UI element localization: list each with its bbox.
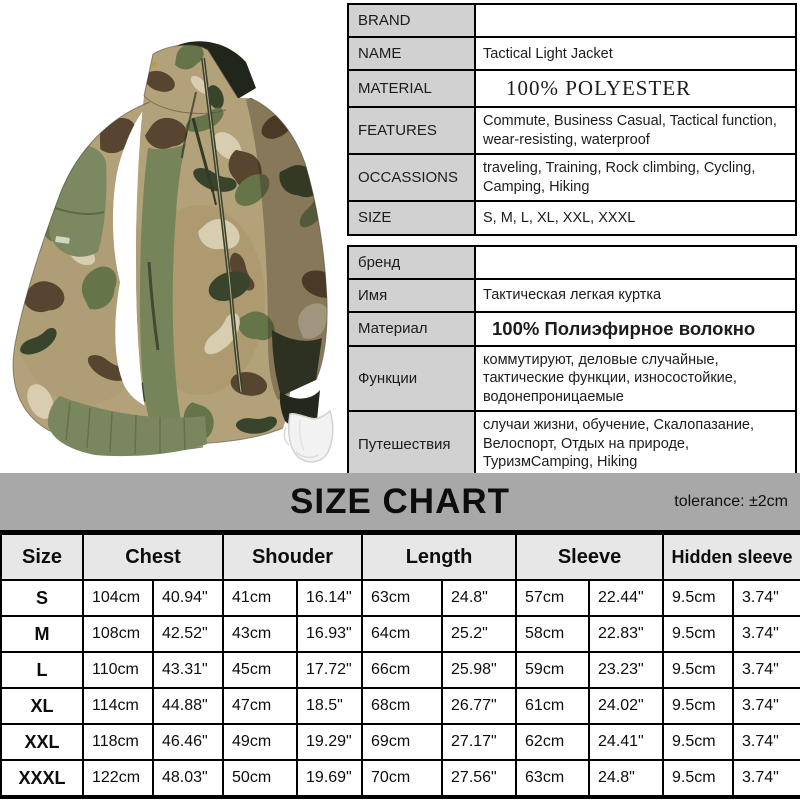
spec-table-russian bbox=[347, 245, 797, 473]
measure-cell: 25.2" bbox=[442, 616, 516, 652]
spec-row bbox=[348, 70, 796, 107]
size-chart-row bbox=[1, 688, 800, 724]
mannequin-hand bbox=[284, 411, 332, 462]
measure-cell: 118cm bbox=[83, 724, 153, 760]
measure-cell: 17.72" bbox=[297, 652, 362, 688]
measure-cell: 63cm bbox=[362, 580, 442, 616]
size-chart-header-row bbox=[1, 534, 800, 580]
size-cell: XXL bbox=[1, 724, 83, 760]
measure-cell: 63cm bbox=[516, 760, 589, 797]
spec-value: 100% Полиэфирное волокно bbox=[475, 312, 796, 346]
spec-value: случаи жизни, обучение, Скалопазание, Велоспорт, Отдых на природе, ТуризмCamping, Hiking bbox=[475, 411, 796, 473]
measure-cell: 23.23" bbox=[589, 652, 663, 688]
spec-row bbox=[348, 346, 796, 412]
measure-cell: 27.17" bbox=[442, 724, 516, 760]
spec-label: бренд bbox=[348, 246, 475, 279]
column-header: Hidden sleeve bbox=[663, 534, 800, 580]
measure-cell: 48.03" bbox=[153, 760, 223, 797]
measure-cell: 47cm bbox=[223, 688, 297, 724]
size-chart-row bbox=[1, 760, 800, 797]
spec-value: S, M, L, XL, XXL, XXXL bbox=[475, 201, 796, 234]
spec-value: traveling, Training, Rock climbing, Cycling, Camping, Hiking bbox=[475, 154, 796, 201]
spec-row bbox=[348, 411, 796, 473]
size-cell: S bbox=[1, 580, 83, 616]
measure-cell: 114cm bbox=[83, 688, 153, 724]
column-header: Chest bbox=[83, 534, 223, 580]
measure-cell: 24.02" bbox=[589, 688, 663, 724]
measure-cell: 19.29" bbox=[297, 724, 362, 760]
spec-value: 100% POLYESTER bbox=[475, 70, 796, 107]
measure-cell: 41cm bbox=[223, 580, 297, 616]
measure-cell: 110cm bbox=[83, 652, 153, 688]
column-header: Length bbox=[362, 534, 516, 580]
measure-cell: 3.74" bbox=[733, 724, 800, 760]
product-photo bbox=[0, 0, 345, 473]
size-cell: XL bbox=[1, 688, 83, 724]
measure-cell: 46.46" bbox=[153, 724, 223, 760]
spec-label: NAME bbox=[348, 37, 475, 70]
measure-cell: 3.74" bbox=[733, 688, 800, 724]
spec-value: Commute, Business Casual, Tactical function, wear-resisting, waterproof bbox=[475, 107, 796, 154]
spec-label: SIZE bbox=[348, 201, 475, 234]
column-header: Size bbox=[1, 534, 83, 580]
spec-value: коммутируют, деловые случайные, тактические функции, износостойкие, водонепроницаемые bbox=[475, 346, 796, 412]
measure-cell: 58cm bbox=[516, 616, 589, 652]
spec-row bbox=[348, 246, 796, 279]
measure-cell: 70cm bbox=[362, 760, 442, 797]
spec-value bbox=[475, 4, 796, 37]
spec-label: FEATURES bbox=[348, 107, 475, 154]
spec-row bbox=[348, 279, 796, 312]
spec-label: Имя bbox=[348, 279, 475, 312]
measure-cell: 61cm bbox=[516, 688, 589, 724]
measure-cell: 16.14" bbox=[297, 580, 362, 616]
spec-label: Путешествия bbox=[348, 411, 475, 473]
measure-cell: 3.74" bbox=[733, 652, 800, 688]
measure-cell: 16.93" bbox=[297, 616, 362, 652]
spec-value: Тактическая легкая куртка bbox=[475, 279, 796, 312]
spec-value bbox=[475, 246, 796, 279]
measure-cell: 9.5cm bbox=[663, 616, 733, 652]
measure-cell: 27.56" bbox=[442, 760, 516, 797]
measure-cell: 24.41" bbox=[589, 724, 663, 760]
measure-cell: 22.83" bbox=[589, 616, 663, 652]
spec-label: Материал bbox=[348, 312, 475, 346]
measure-cell: 9.5cm bbox=[663, 724, 733, 760]
measure-cell: 24.8" bbox=[589, 760, 663, 797]
size-chart-row bbox=[1, 652, 800, 688]
measure-cell: 108cm bbox=[83, 616, 153, 652]
collar-button bbox=[151, 61, 157, 67]
spec-row bbox=[348, 312, 796, 346]
spec-label: BRAND bbox=[348, 4, 475, 37]
spec-row bbox=[348, 154, 796, 201]
measure-cell: 18.5" bbox=[297, 688, 362, 724]
spec-label: MATERIAL bbox=[348, 70, 475, 107]
tolerance-note: tolerance: ±2cm bbox=[674, 493, 788, 510]
measure-cell: 64cm bbox=[362, 616, 442, 652]
size-chart-row bbox=[1, 724, 800, 760]
size-cell: M bbox=[1, 616, 83, 652]
measure-cell: 69cm bbox=[362, 724, 442, 760]
size-chart-row bbox=[1, 616, 800, 652]
spec-tables bbox=[345, 0, 800, 473]
spec-row bbox=[348, 4, 796, 37]
size-chart-title: SIZE CHART bbox=[290, 482, 510, 521]
jacket-illustration bbox=[0, 0, 345, 473]
size-chart-banner bbox=[0, 473, 800, 533]
measure-cell: 43.31" bbox=[153, 652, 223, 688]
measure-cell: 3.74" bbox=[733, 580, 800, 616]
measure-cell: 9.5cm bbox=[663, 760, 733, 797]
measure-cell: 104cm bbox=[83, 580, 153, 616]
measure-cell: 3.74" bbox=[733, 616, 800, 652]
measure-cell: 42.52" bbox=[153, 616, 223, 652]
spec-value: Tactical Light Jacket bbox=[475, 37, 796, 70]
spec-row bbox=[348, 107, 796, 154]
measure-cell: 44.88" bbox=[153, 688, 223, 724]
spec-label: Функции bbox=[348, 346, 475, 412]
size-cell: L bbox=[1, 652, 83, 688]
measure-cell: 3.74" bbox=[733, 760, 800, 797]
measure-cell: 26.77" bbox=[442, 688, 516, 724]
spec-row bbox=[348, 37, 796, 70]
measure-cell: 66cm bbox=[362, 652, 442, 688]
measure-cell: 19.69" bbox=[297, 760, 362, 797]
size-chart-row bbox=[1, 580, 800, 616]
measure-cell: 59cm bbox=[516, 652, 589, 688]
spec-table-english bbox=[347, 3, 797, 236]
measure-cell: 40.94" bbox=[153, 580, 223, 616]
spec-row bbox=[348, 201, 796, 234]
size-cell: XXXL bbox=[1, 760, 83, 797]
measure-cell: 68cm bbox=[362, 688, 442, 724]
measure-cell: 9.5cm bbox=[663, 688, 733, 724]
measure-cell: 50cm bbox=[223, 760, 297, 797]
measure-cell: 49cm bbox=[223, 724, 297, 760]
measure-cell: 24.8" bbox=[442, 580, 516, 616]
column-header: Shouder bbox=[223, 534, 362, 580]
spec-label: OCCASSIONS bbox=[348, 154, 475, 201]
measure-cell: 62cm bbox=[516, 724, 589, 760]
measure-cell: 122cm bbox=[83, 760, 153, 797]
measure-cell: 57cm bbox=[516, 580, 589, 616]
size-chart-table bbox=[0, 533, 800, 799]
column-header: Sleeve bbox=[516, 534, 663, 580]
measure-cell: 43cm bbox=[223, 616, 297, 652]
measure-cell: 45cm bbox=[223, 652, 297, 688]
measure-cell: 9.5cm bbox=[663, 652, 733, 688]
measure-cell: 22.44" bbox=[589, 580, 663, 616]
measure-cell: 9.5cm bbox=[663, 580, 733, 616]
measure-cell: 25.98" bbox=[442, 652, 516, 688]
